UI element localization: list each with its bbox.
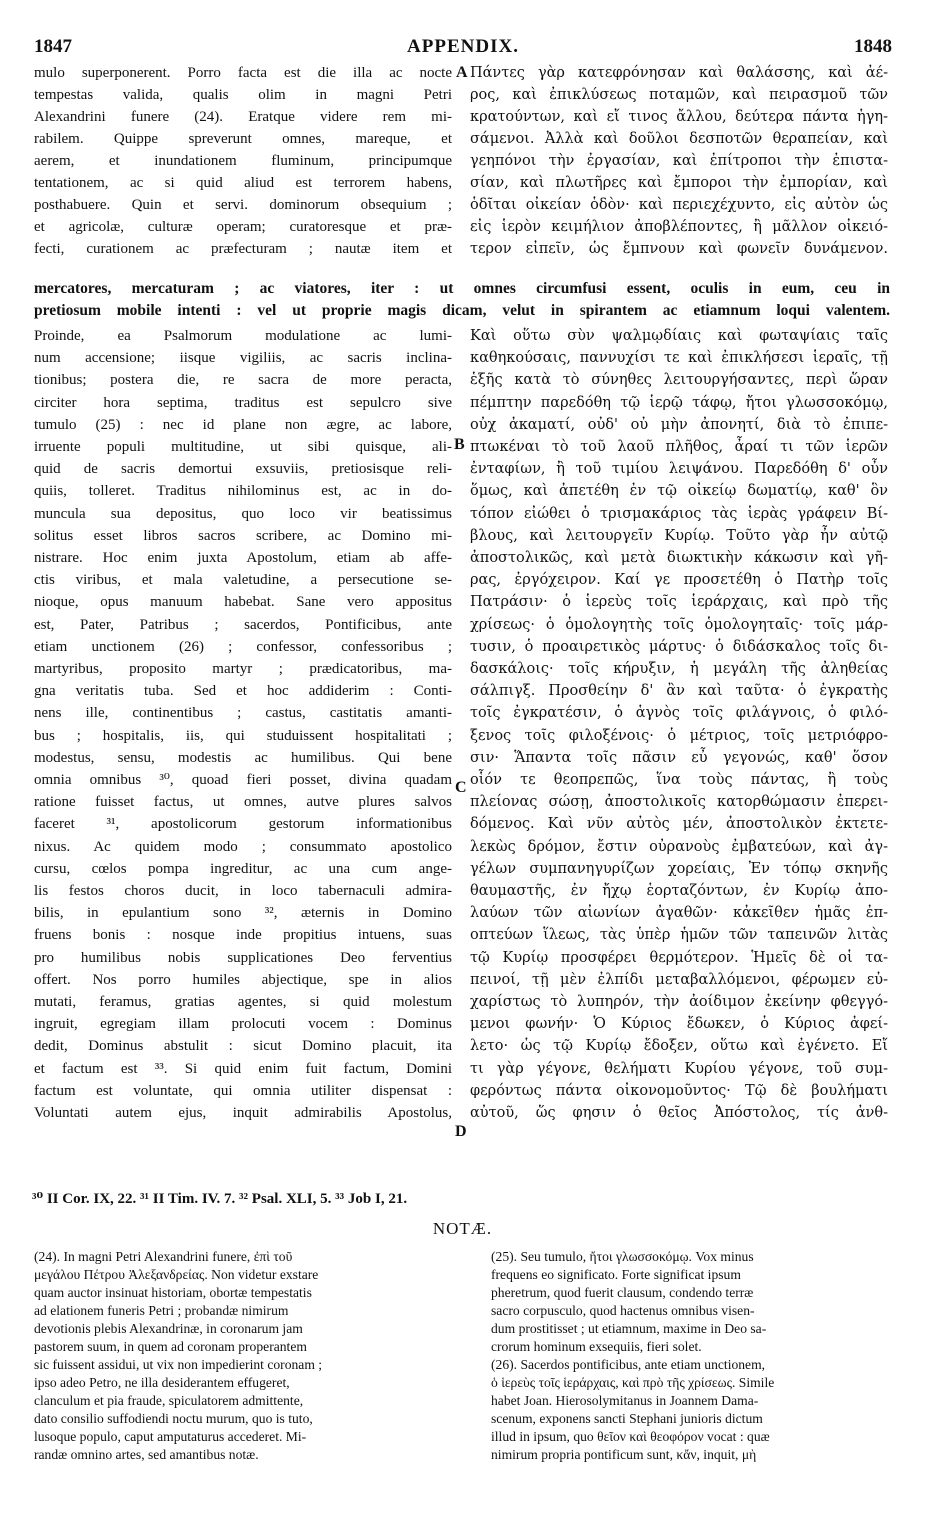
latin-text-line: Voluntati autem ejus, inquit admirabilis Apostolus, xyxy=(34,1105,452,1121)
note-line: habet Joan. Hierosolymitanus in Joannem Dama- xyxy=(491,1393,759,1408)
full-width-line: mercatores, mercaturam ; ac viatores, iter : ut omnes circumfusi essent, oculis in eum, ceu in xyxy=(34,280,890,297)
greek-text-line: τερον εἰπεῖν, ὡς ἔμπνουν καὶ φωνεῖν δυνάμενον. xyxy=(470,241,888,257)
section-marker-b: B xyxy=(454,436,465,453)
latin-text-line: rabilem. Quippe spreverunt omnes, mareque, et xyxy=(34,131,452,147)
section-marker-c: C xyxy=(455,779,467,796)
latin-text-line: lis festos choros ducit, in loco tabernaculi admira- xyxy=(34,883,452,899)
latin-text-line: num accensione; iisque vigiliis, ac sacris inclina- xyxy=(34,350,452,367)
latin-text-line: solitus esset libros sacros scribere, ac Domino mi- xyxy=(34,527,452,544)
greek-column-main xyxy=(470,325,888,1125)
notes-left-column xyxy=(34,1248,452,1468)
note-line: ὁ ἱερεὺς τοῖς ἱεράρχαις, καὶ πρὸ τῆς χρίσεως. Simile xyxy=(491,1375,775,1390)
note-line: scenum, exponens sancti Stephani junioris dictum xyxy=(491,1411,763,1426)
section-marker-a: A xyxy=(456,64,468,81)
greek-text-line: εἰς ἱερὸν κειμήλιον ἀποβλέποντες, ἢ μᾶλλον οἰκειό- xyxy=(470,219,888,235)
greek-text-line: χαρίστως τὸ λυπηρόν, τὴν ἀοίδιμον ἐκείνην φθεγγό- xyxy=(470,994,888,1010)
right-page-number: 1848 xyxy=(854,36,892,57)
note-line: illud in ipsum, quo θεῖον καὶ θεοφόρον vocat : quæ xyxy=(491,1429,770,1444)
note-line: (26). Sacerdos pontificibus, ante etiam unctionem, xyxy=(491,1357,766,1372)
note-line: sacro corpusculo, quod hactenus omnibus visen- xyxy=(491,1303,755,1318)
greek-text-line: τι γὰρ γέγονε, θελήματι Κυρίου γέγονε, τοῦ συμ- xyxy=(470,1060,888,1077)
greek-text-line: ὅμως, καὶ ἀπετέθη ἐν τῷ οἰκείῳ δωματίῳ, καθ' ὃν xyxy=(470,483,888,500)
full-width-line: pretiosum mobile intenti : vel ut proprie magis dicam, velut in spirantem ac etiamnum loqui valentem. xyxy=(34,302,890,319)
greek-text-line: ξενος τοῖς φιλοξένοις· ὁ μέτριος, τοῖς μετριόφρο- xyxy=(470,727,888,744)
note-line: pheretrum, quod fuerit clausum, condendo terræ xyxy=(491,1285,754,1300)
greek-column-top xyxy=(470,62,888,264)
greek-text-line: τοῖς ἐγκρατέσιν, ὁ ἁγνὸς τοῖς φιλάγνοις, ὁ φιλό- xyxy=(470,705,888,722)
note-line: clanculum et pia fraude, spiculatorem admittente, xyxy=(34,1393,304,1408)
latin-text-line: modestus, sensu, modestis ac humilibus. Qui bene xyxy=(34,749,452,766)
latin-text-line: pro humilibus nobis supplicationes Deo ferventius xyxy=(34,949,452,966)
latin-text-line: posthabuere. Quin et servi. dominorum obsequium ; xyxy=(34,197,452,213)
latin-text-line: omnia omnibus ³⁰, quoad fieri posset, divina quadam xyxy=(34,772,452,788)
latin-text-line: ingruit, egregiam illam prolocuti vocem : Dominus xyxy=(34,1016,452,1033)
note-line: crorum hominum exsequiis, fieri solet. xyxy=(491,1339,702,1354)
greek-text-line: λαύων τῶν αἰωνίων ἀγαθῶν· κἀκεῖθεν ἡμᾶς ἐπ- xyxy=(470,905,888,922)
latin-text-line: nistrare. Hoc enim juxta Apostolum, etiam ab affe- xyxy=(34,550,452,566)
latin-text-line: quid de sacris demortui exsuviis, pretiosisque reli- xyxy=(34,461,452,478)
latin-text-line: muncula sua depositus, quo loco vir beatissimus xyxy=(34,505,452,522)
note-line: dum prostitisset ; ut etiamnum, maxime in Deo sa- xyxy=(491,1321,767,1336)
note-line: (25). Seu tumulo, ἤτοι γλωσσοκόμῳ. Vox minus xyxy=(491,1249,754,1264)
greek-text-line: σάλπιγξ. Προσθείην δ' ἂν καὶ ταῦτα· ὁ ἐγκρατὴς xyxy=(470,683,888,700)
greek-text-line: τυσιν, ὁ προαιρετικὸς μάρτυς· ὁ διδάσκαλος τοῖς δι- xyxy=(470,638,888,655)
greek-text-line: γέλων συμπανηγυρίζων χορείαις, Ἐν τόπῳ σκηνῆς xyxy=(470,860,888,877)
latin-text-line: martyribus, proposito martyr ; prædicatoribus, ma- xyxy=(34,661,452,677)
greek-text-line: λετο· ὡς τῷ Κυρίῳ ἔδοξεν, οὕτω καὶ ἐγένετο. Εἴ xyxy=(470,1038,888,1055)
section-marker-d: D xyxy=(455,1123,467,1140)
note-line: dato consilio suffodiendi noctu murum, quo is tuto, xyxy=(34,1411,313,1426)
note-line: nimirum propria pontificum sunt, κἄν, inquit, μὴ xyxy=(491,1447,757,1462)
latin-text-line: aerem, et inundationem fluminum, principumque xyxy=(34,153,452,169)
greek-text-line: Καὶ οὕτω σὺν ψαλμῳδίαις καὶ φωταψίαις ταῖς xyxy=(470,328,888,344)
latin-text-line: mulo superponerent. Porro facta est die illa ac nocte xyxy=(34,65,452,81)
latin-text-line: faceret ³¹, apostolicorum gestorum informationibus xyxy=(34,816,452,833)
latin-text-line: ratione fuisset factus, ut omnes, autve plures salvos xyxy=(34,794,452,811)
latin-text-line: fecti, curationem ac præfecturam ; nautæ item et xyxy=(34,241,452,257)
notes-heading: NOTÆ. xyxy=(432,1219,493,1238)
greek-text-line: τῷ Κυρίῳ προσφέρει θερμότερον. Ἡμεῖς δὲ οἱ τα- xyxy=(470,949,888,966)
note-line: μεγάλου Πέτρου Ἀλεξανδρείας. Non videtur exstare xyxy=(34,1267,319,1282)
latin-text-line: bus ; hospitalis, iis, qui studuissent hospitalitati ; xyxy=(34,727,452,744)
note-line: devotionis plebis Alexandrinæ, in coronarum jam xyxy=(34,1321,303,1336)
greek-text-line: οπτεύων ἵλεως, τὰς ὑπὲρ ἡμῶν τῶν ταπεινῶν λιτὰς xyxy=(470,927,888,944)
latin-text-line: quiis, tolleret. Traditus nihilominus est, ac in do- xyxy=(34,483,452,500)
latin-text-line: fruens bonis : nosque inde propitius intuens, suas xyxy=(34,927,452,944)
greek-text-line: Πάντες γὰρ κατεφρόνησαν καὶ θαλάσσης, καὶ ἀέ- xyxy=(470,65,888,81)
greek-text-line: πεινοί, τῇ μὲν ἐλπίδι μεταβαλλόμενοι, φέρωμεν εὐ- xyxy=(470,971,888,988)
left-page-number: 1847 xyxy=(34,36,72,57)
note-line: ad elationem funeris Petri ; probandæ nimirum xyxy=(34,1303,289,1318)
greek-text-line: δόμενος. Καὶ νῦν αὐτὸς μέν, ἀποστολικὸν ἐκτετε- xyxy=(470,816,888,833)
greek-text-line: θαυμαστῆς, ἐν ἤχῳ ἑορταζόντων, ἐν Κυρίῳ ἀπο- xyxy=(470,883,888,899)
latin-text-line: nioque, opus manuum habebat. Sane vero appositus xyxy=(34,594,452,611)
greek-text-line: πτωκέναι τὸ τοῦ λαοῦ πλῆθος, ἆραί τι τῶν ἱερῶν xyxy=(470,439,888,455)
note-line: lusoque populo, caput amputaturus accederet. Mi- xyxy=(34,1429,307,1444)
note-line: randæ omnino artes, sed amantibus notæ. xyxy=(34,1447,259,1462)
greek-text-line: πέμπτην παρεδόθη τῷ ἱερῷ τάφῳ, ἤτοι γλωσσοκόμῳ, xyxy=(470,394,888,411)
notes-right-column xyxy=(491,1248,891,1468)
latin-text-line: et factum est ³³. Si quid enim fuit factum, Domini xyxy=(34,1060,452,1077)
greek-text-line: βλους, καὶ λειτουργεῖν Κυρίῳ. Τοῦτο γὰρ ἦν αὐτῷ xyxy=(470,527,888,544)
greek-text-line: χρίσεως· ὁ ὁμολογητὴς τοῖς ὁμολογηταῖς· τοῖς μάρ- xyxy=(470,616,888,633)
latin-text-line: nixus. Ac quidem modo ; consummato apostolico xyxy=(34,838,452,855)
note-line: (24). In magni Petri Alexandrini funere, ἐπὶ τοῦ xyxy=(34,1249,293,1264)
latin-text-line: et agricolæ, culturæ operam; curatoresque et præ- xyxy=(34,219,452,235)
note-line: sic fuissent assidui, ut vix non impedierint coronam ; xyxy=(34,1357,323,1372)
greek-text-line: δασκάλοις· τοῖς κήρυξιν, ἡ μεγάλη τῆς ἀληθείας xyxy=(470,661,888,677)
greek-text-line: πλείονας σώσῃ, ἀποστολικοῖς κατορθώμασιν ἐπερει- xyxy=(470,794,888,811)
greek-text-line: ἐνταφίων, ἢ τοῦ τιμίου λειψάνου. Παρεδόθη δ' οὖν xyxy=(470,461,888,478)
greek-text-line: αὐτοῦ, ὥς φησιν ὁ θεῖος Ἀπόστολος, τίς ἀνθ- xyxy=(470,1105,888,1121)
latin-text-line: factum est voluntate, qui omnia utiliter dispensat : xyxy=(34,1082,452,1099)
greek-text-line: γεηπόνοι τὴν ἐργασίαν, καὶ ἐπίτροποι τὴν ἐπιστα- xyxy=(470,153,888,169)
latin-text-line: nens ille, continentibus ; castus, castitatis amanti- xyxy=(34,705,452,722)
running-header xyxy=(34,36,892,60)
latin-text-line: Alexandrini funere (24). Eratque videre rem mi- xyxy=(34,109,452,125)
greek-text-line: ὁδῖται οἰκείαν ὁδὸν· καὶ περιεχέχυντο, εἰς αὐτὸν ὡς xyxy=(470,197,888,213)
running-title: APPENDIX. xyxy=(407,36,519,57)
latin-text-line: est, Pater, Patribus ; sacerdos, Pontificibus, ante xyxy=(34,616,452,633)
note-line: quam auctor insinuat historiam, obortæ tempestatis xyxy=(34,1285,312,1300)
greek-text-line: καθηκούσαις, παννυχίσι τε καὶ ἐπικλήσεσι ἱεραῖς, τῇ xyxy=(470,350,888,367)
greek-text-line: οὐχ ἀκαματί, οὐδ' οὐ μὴν ἀπονητί, διὰ τὸ ἐπιπε- xyxy=(470,416,888,433)
note-line: ipso adeo Petro, ne illa desiderantem effugeret, xyxy=(34,1375,290,1390)
scripture-references: ³⁰ II Cor. IX, 22. ³¹ II Tim. IV. 7. ³² Psal. XLI, 5. ³³ Job I, 21. xyxy=(32,1191,408,1207)
greek-text-line: σίαν, καὶ πλωτῆρες καὶ ἔμποροι τὴν ἐμπορίαν, καὶ xyxy=(470,175,888,191)
latin-text-line: cursu, cœlos pompa ingreditur, ac una cum ange- xyxy=(34,860,452,877)
full-width-latin xyxy=(34,280,890,324)
note-line: frequens eo significato. Forte significat ipsum xyxy=(491,1267,741,1282)
latin-text-line: etiam unctionem (26) ; confessor, confessoribus ; xyxy=(34,638,452,655)
note-line: pastorem suum, in quem ad coronam properantem xyxy=(34,1339,307,1354)
greek-text-line: φερόντως πάντα οἰκονομοῦντος· Τῷ δὲ βουλήματι xyxy=(470,1082,888,1099)
latin-text-line: gna veritatis tuba. Sed et hoc addiderim : Conti- xyxy=(34,683,452,700)
greek-text-line: ρας, ἐργόχειρον. Καί γε προσετέθη ὁ Πατὴρ τοῖς xyxy=(470,572,888,589)
latin-column-main xyxy=(34,325,452,1125)
latin-text-line: ctis viribus, et mala valetudine, a persecutione se- xyxy=(34,572,452,589)
greek-text-line: Πατράσιν· ὁ ἱερεὺς τοῖς ἱεράρχαις, καὶ πρὸ τῆς xyxy=(470,594,888,611)
latin-text-line: tumulo (25) : nec id plane non ægre, ac labore, xyxy=(34,416,452,433)
latin-text-line: circiter hora septima, traditus est sepulcro sive xyxy=(34,394,452,411)
latin-text-line: offert. Nos porro humiles abjectique, spe in alios xyxy=(34,971,452,988)
greek-text-line: ἑξῆς κατὰ τὸ σύνηθες λειτουργήσαντες, περὶ ὥραν xyxy=(470,372,888,389)
greek-text-line: ρος, καὶ ἐπικλύσεως ποταμῶν, καὶ πειρασμοῦ τῶν xyxy=(470,87,888,103)
greek-text-line: λεκὼς δρόμον, ἔστιν οὐρανοὺς ἐμβατεύων, καὶ ἀγ- xyxy=(470,838,888,855)
greek-text-line: σάμενοι. Ἀλλὰ καὶ δοῦλοι δεσποτῶν θεραπείαν, καὶ xyxy=(470,131,888,147)
latin-text-line: tempestas valida, qualis olim in magni Petri xyxy=(34,87,452,103)
greek-text-line: κρατούντων, καὶ εἴ τινος ἄλλου, δεύτερα πάντα ἡγη- xyxy=(470,109,888,125)
latin-text-line: Proinde, ea Psalmorum modulatione ac lumi- xyxy=(34,328,452,344)
latin-text-line: dedit, Dominus abstulit : sicut Domino placuit, ita xyxy=(34,1038,452,1055)
latin-text-line: mutati, feramus, gratias agentes, si quid molestum xyxy=(34,994,452,1010)
latin-column-top xyxy=(34,62,452,264)
greek-text-line: οἷόν τε θεοπρεπῶς, ἵνα τοὺς πάντας, ἢ τοὺς xyxy=(470,772,888,788)
latin-text-line: bilis, in epulantium sono ³², æternis in Domino xyxy=(34,905,452,922)
greek-text-line: ἀποστολικῶς, καὶ μετὰ διωκτικὴν κάκωσιν καὶ γῆ- xyxy=(470,550,888,566)
greek-text-line: σιν· Ἅπαντα τοῖς πᾶσιν εὖ γεγονώς, καθ' ὅσον xyxy=(470,749,888,766)
latin-text-line: irruente populi multitudine, ut sibi quisque, ali- xyxy=(34,439,452,455)
greek-text-line: τόπον εἰώθει ὁ τρισμακάριος τὰς ἱερὰς γράφειν Βί- xyxy=(470,505,888,522)
greek-text-line: μενοι φωνήν· Ὁ Κύριος ἔδωκεν, ὁ Κύριος ἀφεί- xyxy=(470,1016,888,1033)
latin-text-line: tionibus; postera die, re sacra de more peracta, xyxy=(34,372,452,389)
latin-text-line: tentationem, ac si quid aliud est terrorem habens, xyxy=(34,175,452,191)
